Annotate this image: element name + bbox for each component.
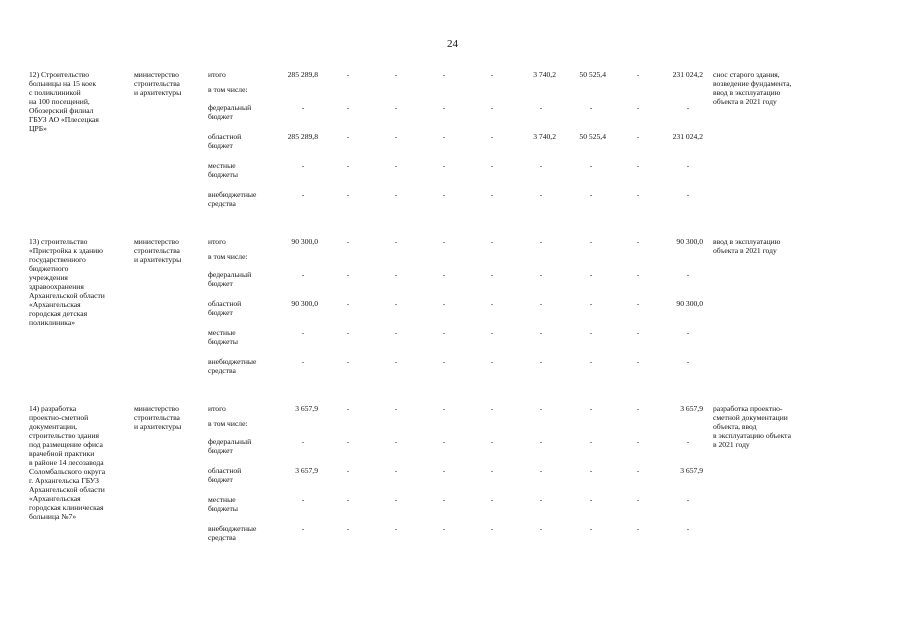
dash-cell: - xyxy=(346,103,350,112)
dash-cell: - xyxy=(442,466,446,475)
dash-cell: - xyxy=(636,132,640,141)
dash-cell: - xyxy=(346,270,350,279)
funding-source-label: в том числе: xyxy=(208,252,248,261)
dash-cell: - xyxy=(490,524,494,533)
dash-cell: - xyxy=(636,328,640,337)
dash-cell: - xyxy=(394,437,398,446)
dash-cell: - xyxy=(589,190,593,199)
dash-cell: - xyxy=(539,437,543,446)
funding-source-label: местные бюджеты xyxy=(208,161,238,179)
dash-cell: - xyxy=(301,357,305,366)
dash-cell: - xyxy=(686,437,690,446)
dash-cell: - xyxy=(589,299,593,308)
dash-cell: - xyxy=(490,466,494,475)
dash-cell: - xyxy=(442,357,446,366)
dash-cell: - xyxy=(346,437,350,446)
dash-cell: - xyxy=(301,190,305,199)
funding-source-label: местные бюджеты xyxy=(208,495,238,513)
dash-cell: - xyxy=(636,190,640,199)
funding-source-label: в том числе: xyxy=(208,419,248,428)
dash-cell: - xyxy=(636,437,640,446)
page-number: 24 xyxy=(447,38,458,50)
dash-cell: - xyxy=(442,190,446,199)
dash-cell: - xyxy=(394,466,398,475)
dash-cell: - xyxy=(539,270,543,279)
dash-cell: - xyxy=(442,328,446,337)
amount-cell: 285 289,8 xyxy=(287,132,318,141)
dash-cell: - xyxy=(589,404,593,413)
dash-cell: - xyxy=(394,328,398,337)
dash-cell: - xyxy=(490,103,494,112)
dash-cell: - xyxy=(394,132,398,141)
dash-cell: - xyxy=(490,357,494,366)
dash-cell: - xyxy=(346,70,350,79)
funding-source-label: федеральный бюджет xyxy=(208,437,252,455)
dash-cell: - xyxy=(539,103,543,112)
expected-result: снос старого здания, возведение фундамента, ввод в эксплуатацию объекта в 2021 году xyxy=(713,70,792,106)
dash-cell: - xyxy=(442,495,446,504)
dash-cell: - xyxy=(442,237,446,246)
amount-cell: 3 657,9 xyxy=(680,404,703,413)
dash-cell: - xyxy=(636,404,640,413)
dash-cell: - xyxy=(539,357,543,366)
dash-cell: - xyxy=(346,299,350,308)
amount-cell: 231 024,2 xyxy=(672,132,703,141)
dash-cell: - xyxy=(442,132,446,141)
dash-cell: - xyxy=(589,161,593,170)
dash-cell: - xyxy=(442,70,446,79)
dash-cell: - xyxy=(539,299,543,308)
dash-cell: - xyxy=(301,495,305,504)
dash-cell: - xyxy=(346,161,350,170)
dash-cell: - xyxy=(636,495,640,504)
dash-cell: - xyxy=(539,495,543,504)
dash-cell: - xyxy=(636,357,640,366)
amount-cell: 3 657,9 xyxy=(295,404,318,413)
dash-cell: - xyxy=(442,299,446,308)
dash-cell: - xyxy=(686,190,690,199)
funding-source-label: итого xyxy=(208,70,226,79)
dash-cell: - xyxy=(442,404,446,413)
funding-source-label: итого xyxy=(208,237,226,246)
funding-source-label: областной бюджет xyxy=(208,299,242,317)
dash-cell: - xyxy=(301,270,305,279)
dash-cell: - xyxy=(490,70,494,79)
dash-cell: - xyxy=(490,190,494,199)
dash-cell: - xyxy=(301,437,305,446)
dash-cell: - xyxy=(490,299,494,308)
amount-cell: 50 525,4 xyxy=(579,132,606,141)
dash-cell: - xyxy=(442,437,446,446)
amount-cell: 90 300,0 xyxy=(676,237,703,246)
dash-cell: - xyxy=(490,270,494,279)
dash-cell: - xyxy=(394,357,398,366)
dash-cell: - xyxy=(636,524,640,533)
dash-cell: - xyxy=(636,299,640,308)
dash-cell: - xyxy=(589,466,593,475)
dash-cell: - xyxy=(539,404,543,413)
dash-cell: - xyxy=(636,270,640,279)
funding-source-label: внебюджетные средства xyxy=(208,357,257,375)
dash-cell: - xyxy=(636,161,640,170)
dash-cell: - xyxy=(301,524,305,533)
expected-result: ввод в эксплуатацию объекта в 2021 году xyxy=(713,237,781,255)
dash-cell: - xyxy=(394,270,398,279)
dash-cell: - xyxy=(539,161,543,170)
dash-cell: - xyxy=(686,161,690,170)
funding-source-label: внебюджетные средства xyxy=(208,190,257,208)
dash-cell: - xyxy=(346,524,350,533)
dash-cell: - xyxy=(490,495,494,504)
dash-cell: - xyxy=(346,237,350,246)
dash-cell: - xyxy=(686,270,690,279)
funding-source-label: федеральный бюджет xyxy=(208,103,252,121)
dash-cell: - xyxy=(394,404,398,413)
amount-cell: 90 300,0 xyxy=(291,237,318,246)
dash-cell: - xyxy=(589,328,593,337)
dash-cell: - xyxy=(346,495,350,504)
dash-cell: - xyxy=(539,524,543,533)
amount-cell: 3 740,2 xyxy=(533,132,556,141)
funding-source-label: внебюджетные средства xyxy=(208,524,257,542)
dash-cell: - xyxy=(539,466,543,475)
dash-cell: - xyxy=(394,70,398,79)
amount-cell: 231 024,2 xyxy=(672,70,703,79)
dash-cell: - xyxy=(589,495,593,504)
dash-cell: - xyxy=(589,237,593,246)
dash-cell: - xyxy=(589,103,593,112)
dash-cell: - xyxy=(490,161,494,170)
responsible-executor: министерство строительства и архитектуры xyxy=(134,70,182,97)
dash-cell: - xyxy=(589,357,593,366)
dash-cell: - xyxy=(539,328,543,337)
dash-cell: - xyxy=(686,103,690,112)
dash-cell: - xyxy=(490,437,494,446)
dash-cell: - xyxy=(636,70,640,79)
dash-cell: - xyxy=(394,190,398,199)
funding-source-label: областной бюджет xyxy=(208,132,242,150)
dash-cell: - xyxy=(346,132,350,141)
dash-cell: - xyxy=(346,404,350,413)
dash-cell: - xyxy=(589,270,593,279)
dash-cell: - xyxy=(301,161,305,170)
dash-cell: - xyxy=(442,524,446,533)
dash-cell: - xyxy=(394,237,398,246)
dash-cell: - xyxy=(346,466,350,475)
dash-cell: - xyxy=(490,237,494,246)
dash-cell: - xyxy=(686,328,690,337)
dash-cell: - xyxy=(490,328,494,337)
dash-cell: - xyxy=(346,190,350,199)
dash-cell: - xyxy=(686,357,690,366)
responsible-executor: министерство строительства и архитектуры xyxy=(134,404,182,431)
amount-cell: 3 657,9 xyxy=(295,466,318,475)
dash-cell: - xyxy=(490,404,494,413)
dash-cell: - xyxy=(539,190,543,199)
object-name: 14) разработка проектно-сметной документации, строительство здания под размещение офиса врачебной практики в районе 14 лесозавода Соломбальского округа г. Архангельска ГБУЗ Архангельской области «Архангельская городская клиническая больница №7» xyxy=(29,404,106,521)
dash-cell: - xyxy=(636,103,640,112)
expected-result: разработка проектно- сметной документации объекта, ввод в эксплуатацию объекта в 2021 году xyxy=(713,404,791,449)
dash-cell: - xyxy=(346,357,350,366)
responsible-executor: министерство строительства и архитектуры xyxy=(134,237,182,264)
dash-cell: - xyxy=(394,495,398,504)
dash-cell: - xyxy=(589,437,593,446)
funding-source-label: областной бюджет xyxy=(208,466,242,484)
dash-cell: - xyxy=(346,328,350,337)
dash-cell: - xyxy=(442,270,446,279)
object-name: 13) строительство «Пристройка к зданию государственного бюджетного учреждения здравоохранения Архангельской области «Архангельская городская детская поликлиника» xyxy=(29,237,105,327)
amount-cell: 90 300,0 xyxy=(676,299,703,308)
dash-cell: - xyxy=(589,524,593,533)
amount-cell: 90 300,0 xyxy=(291,299,318,308)
dash-cell: - xyxy=(394,161,398,170)
dash-cell: - xyxy=(636,466,640,475)
funding-source-label: федеральный бюджет xyxy=(208,270,252,288)
dash-cell: - xyxy=(394,299,398,308)
dash-cell: - xyxy=(686,495,690,504)
dash-cell: - xyxy=(442,103,446,112)
dash-cell: - xyxy=(686,524,690,533)
funding-source-label: местные бюджеты xyxy=(208,328,238,346)
dash-cell: - xyxy=(539,237,543,246)
object-name: 12) Строительство больницы на 15 коек с поликлиникой на 100 посещений, Обозерский филиал ГБУЗ АО «Плесецкая ЦРБ» xyxy=(29,70,99,133)
dash-cell: - xyxy=(301,328,305,337)
amount-cell: 3 657,9 xyxy=(680,466,703,475)
dash-cell: - xyxy=(394,524,398,533)
funding-source-label: в том числе: xyxy=(208,85,248,94)
dash-cell: - xyxy=(301,103,305,112)
amount-cell: 285 289,8 xyxy=(287,70,318,79)
dash-cell: - xyxy=(394,103,398,112)
amount-cell: 50 525,4 xyxy=(579,70,606,79)
amount-cell: 3 740,2 xyxy=(533,70,556,79)
dash-cell: - xyxy=(490,132,494,141)
dash-cell: - xyxy=(442,161,446,170)
dash-cell: - xyxy=(636,237,640,246)
funding-source-label: итого xyxy=(208,404,226,413)
